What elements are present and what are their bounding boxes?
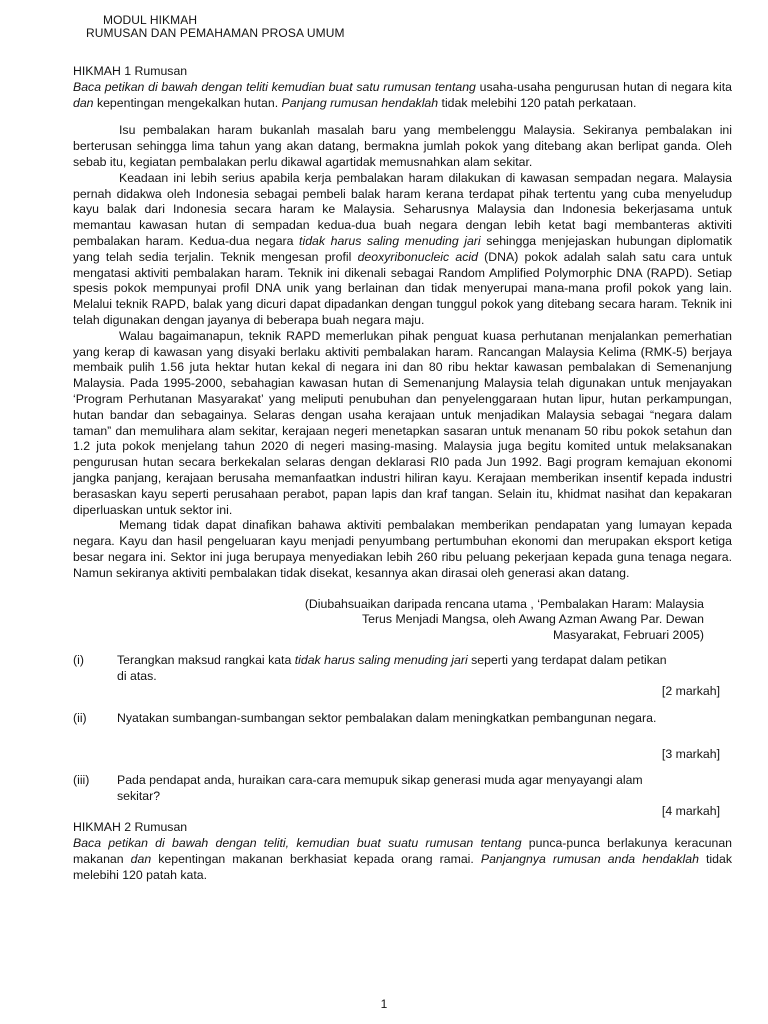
module-header-subtitle: RUMUSAN DAN PEMAHAMAN PROSA UMUM: [86, 26, 345, 40]
section-heading-2: HIKMAH 2 Rumusan: [73, 820, 188, 835]
passage-paragraph-1: Isu pembalakan haram bukanlah masalah baru yang membelenggu Malaysia. Sekiranya pembalakan ini berterusan sehingga lima tahun yang akan datang, bermakna jumlah pokok yang ditebang akan berlipat ganda. Oleh sebab itu, kegiatan pembalakan perlu dikawal agartidak memusnahkan alam sekitar.: [73, 123, 732, 169]
marks-question-ii: [3 markah]: [661, 747, 720, 762]
module-header-title: MODUL HIKMAH: [103, 13, 198, 27]
passage-paragraph-2: Keadaan ini lebih serius apabila kerja pembalakan haram dilakukan di kawasan sempadan negara. Malaysia pernah didakwa oleh Indonesia sebagai pembeli balak haram kerana terdapat pihak tertentu yang cuba menyeludup kayu balak dari Indonesia secara haram ke Malaysia. Seharusnya Malaysia dan Indonesia bekerjasama untuk memantau kawasan hutan di sempadan kedua-dua buah negara dengan lebih ketat bagi membanteras aktiviti pembalakan haram. Kedua-dua negara tidak harus saling menuding jari sehingga menjejaskan hubungan diplomatik yang telah sedia terjalin. Teknik mengesan profil deoxyribonucleic acid (DNA) pokok adalah salah satu cara untuk mengatasi aktiviti pembalakan haram. Teknik ini dikenali sebagai Random Amplified Polymorphic DNA (RAPD). Setiap spesis pokok mempunyai profil DNA unik yang berlainan dan tidak menyerupai mana-mana profil pokok yang lain. Melalui teknik RAPD, balak yang dicuri dapat dipadankan dengan tunggul pokok yang ditebang secara haram. Teknik ini telah digunakan dengan jayanya di beberapa buah negara maju.: [73, 170, 733, 327]
question-ii: (ii) Nyatakan sumbangan-sumbangan sektor pembalakan dalam meningkatkan pembangunan negara.: [73, 711, 657, 726]
page-number: 1: [380, 997, 388, 1011]
instruction-2: Baca petikan di bawah dengan teliti, kemudian buat suatu rumusan tentang punca-punca berlakunya keracunan makanan dan kepentingan makanan berkhasiat kepada orang ramai. Panjangnya rumusan anda hendaklah tidak melebihi 120 patah kata.: [73, 836, 732, 882]
question-iii: (iii) Pada pendapat anda, huraikan cara-cara memupuk sikap generasi muda agar menyayangi alam sekitar?: [73, 772, 643, 803]
marks-question-i: [2 markah]: [661, 684, 720, 699]
section-heading-1: HIKMAH 1 Rumusan: [73, 64, 188, 78]
marks-question-iii: [4 markah]: [661, 804, 720, 819]
source-citation: (Diubahsuaikan daripada rencana utama , ‘Pembalakan Haram: Malaysia Terus Menjadi Mangsa, oleh Awang Azman Awang Par. Dewan Masyarakat, Februari 2005): [304, 596, 704, 643]
instruction-1: Baca petikan di bawah dengan teliti kemudian buat satu rumusan tentang usaha-usaha pengurusan hutan di negara kita dan kepentingan mengekalkan hutan. Panjang rumusan hendaklah tidak melebihi 120 patah perkataan.: [73, 79, 732, 110]
question-i: (i) Terangkan maksud rangkai kata tidak harus saling menuding jari seperti yang terdapat dalam petikan di atas.: [73, 652, 667, 683]
passage-paragraph-4: Memang tidak dapat dinafikan bahawa aktiviti pembalakan memberikan pendapatan yang lumayan kepada negara. Kayu dan hasil pengeluaran kayu menjadi penyumbang pertumbuhan ekonomi dan merupakan eksport ketiga besar negara ini. Sektor ini juga berupaya menyediakan lebih 260 ribu peluang pekerjaan kepada guna tenaga negara. Namun sekiranya aktiviti pembalakan tidak disekat, kesannya akan dirasai oleh generasi akan datang.: [73, 518, 732, 580]
document-body: [73, 64, 732, 883]
passage-paragraph-3: Walau bagaimanapun, teknik RAPD memerlukan pihak penguat kuasa perhutanan menjalankan pemerhatian yang kerap di kawasan yang disyaki berlaku aktiviti pembalakan haram. Rancangan Malaysia Kelima (RMK-5) berjaya membaik pulih 1.56 juta hektar hutan kekal di negara ini dan 80 ribu hektar kawasan pembalakan di Semenanjung Malaysia. Pada 1995-2000, sebahagian kawasan hutan di Semenanjung Malaysia telah digunakan untuk menjayakan ‘Program Perhutanan Masyarakat’ yang meliputi penubuhan dan penyelenggaraan hutan lipur, hutan perkampungan, hutan bandar dan sebagainya. Selaras dengan usaha kerajaan untuk menjadikan Malaysia sebagai “negara dalam taman” dan memulihara alam sekitar, kerajaan negeri menetapkan sasaran untuk menanam 50 ribu pokok setahun dan 1.2 juta pokok menjelang tahun 2020 di negeri masing-masing. Malaysia juga begitu komited untuk melaksanakan pengurusan hutan secara berkekalan selaras dengan deklarasi RI0 pada Jun 1992. Bagi program kemajuan ekonomi jangka panjang, kerajaan berusaha memanfaatkan industri hiliran kayu. Kerajaan memberikan insentif kepada industri berasaskan kayu seperti perusahaan perabot, papan lapis dan kraf tangan. Selain itu, khidmat nasihat dan kepakaran diperluaskan untuk sektor ini.: [73, 328, 732, 517]
